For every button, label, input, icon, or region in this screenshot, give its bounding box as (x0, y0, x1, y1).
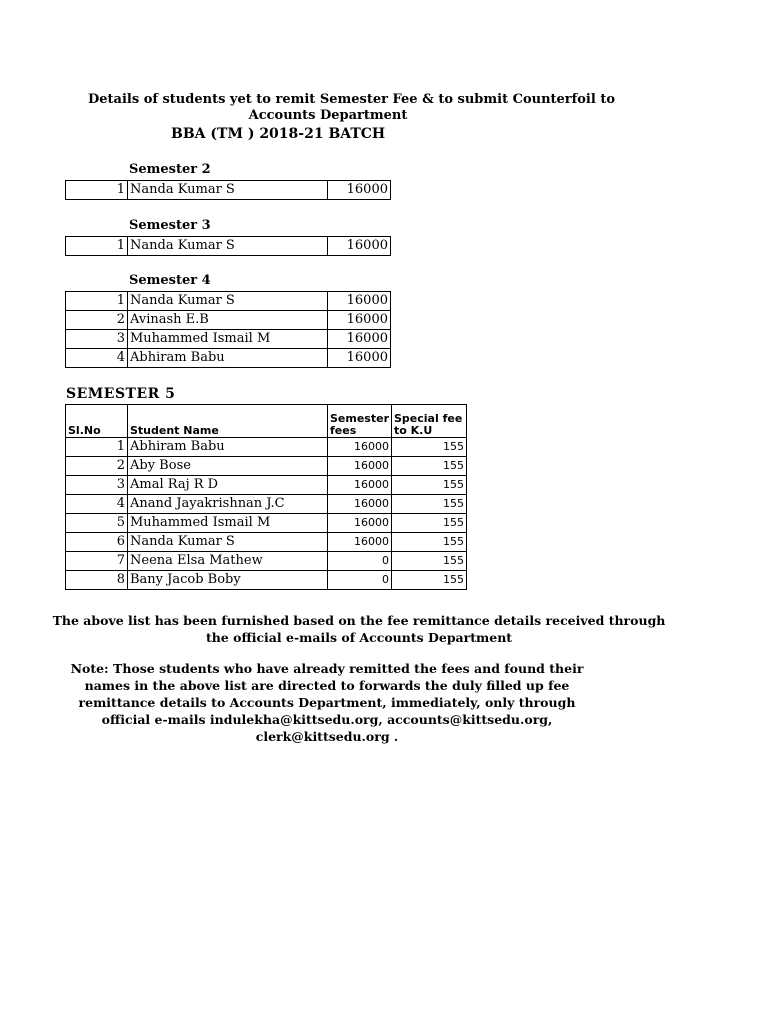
fee-cell: 16000 (328, 237, 391, 256)
batch-title: BBA (TM ) 2018-21 BATCH (171, 126, 386, 142)
table-row (66, 349, 391, 368)
student-name-cell: Nanda Kumar S (128, 292, 328, 311)
sl-no-cell: 2 (66, 457, 128, 476)
table-row (66, 292, 391, 311)
header-student-name: Student Name (128, 405, 328, 438)
table-row (66, 181, 391, 200)
notice-line: The above list has been furnished based on the fee remittance details received through (52, 613, 666, 628)
table-row (66, 438, 467, 457)
table-row (66, 533, 467, 552)
student-name-cell: Avinash E.B (128, 311, 328, 330)
fee-cell: 16000 (328, 330, 391, 349)
notice-paragraph (0, 612, 718, 646)
semester-5-table (65, 404, 467, 590)
special-fee-cell: 155 (392, 533, 467, 552)
table-row (66, 311, 391, 330)
fee-cell: 16000 (328, 438, 392, 457)
sl-no-cell: 2 (66, 311, 128, 330)
fee-cell: 16000 (328, 495, 392, 514)
semester-3-label: Semester 3 (129, 218, 211, 233)
fee-cell: 0 (328, 571, 392, 590)
sl-no-cell: 3 (66, 330, 128, 349)
fee-cell: 16000 (328, 457, 392, 476)
semester-2-table (65, 180, 391, 200)
student-name-cell: Amal Raj R D (128, 476, 328, 495)
fee-cell: 16000 (328, 533, 392, 552)
fee-cell: 16000 (328, 514, 392, 533)
special-fee-cell: 155 (392, 514, 467, 533)
semester-4-label: Semester 4 (129, 273, 211, 288)
header-sl-no: Sl.No (66, 405, 128, 438)
semester-5-label: SEMESTER 5 (66, 386, 176, 402)
special-fee-cell: 155 (392, 552, 467, 571)
student-name-cell: Abhiram Babu (128, 438, 328, 457)
table-row (66, 330, 391, 349)
student-name-cell: Aby Bose (128, 457, 328, 476)
fee-cell: 16000 (328, 181, 391, 200)
table-row (66, 457, 467, 476)
sl-no-cell: 3 (66, 476, 128, 495)
sl-no-cell: 4 (66, 495, 128, 514)
sl-no-cell: 1 (66, 237, 128, 256)
special-fee-cell: 155 (392, 476, 467, 495)
table-row (66, 514, 467, 533)
note-paragraph (0, 660, 654, 745)
semester-4-table (65, 291, 391, 368)
note-line: names in the above list are directed to forwards the duly filled up fee (84, 678, 570, 693)
table-row (66, 476, 467, 495)
student-name-cell: Nanda Kumar S (128, 237, 328, 256)
special-fee-cell: 155 (392, 571, 467, 590)
header-semester-fees: Semester fees (328, 405, 392, 438)
sl-no-cell: 1 (66, 181, 128, 200)
student-name-cell: Abhiram Babu (128, 349, 328, 368)
special-fee-cell: 155 (392, 438, 467, 457)
note-line: Note: Those students who have already remitted the fees and found their (70, 661, 584, 676)
sl-no-cell: 1 (66, 292, 128, 311)
header-special-fee: Special fee to K.U (392, 405, 467, 438)
table-header-row (66, 405, 467, 438)
fee-cell: 16000 (328, 349, 391, 368)
sl-no-cell: 1 (66, 438, 128, 457)
student-name-cell: Neena Elsa Mathew (128, 552, 328, 571)
sl-no-cell: 5 (66, 514, 128, 533)
student-name-cell: Muhammed Ismail M (128, 330, 328, 349)
student-name-cell: Nanda Kumar S (128, 181, 328, 200)
sl-no-cell: 6 (66, 533, 128, 552)
fee-cell: 16000 (328, 476, 392, 495)
special-fee-cell: 155 (392, 457, 467, 476)
semester-3-table (65, 236, 391, 256)
fee-cell: 16000 (328, 292, 391, 311)
student-name-cell: Anand Jayakrishnan J.C (128, 495, 328, 514)
notice-line: the official e-mails of Accounts Department (205, 630, 513, 645)
fee-cell: 0 (328, 552, 392, 571)
table-row (66, 571, 467, 590)
student-name-cell: Nanda Kumar S (128, 533, 328, 552)
table-row (66, 237, 391, 256)
note-line: remittance details to Accounts Department, immediately, only through (78, 695, 576, 710)
student-name-cell: Bany Jacob Boby (128, 571, 328, 590)
note-line: clerk@kittsedu.org . (255, 729, 399, 744)
sl-no-cell: 7 (66, 552, 128, 571)
semester-2-label: Semester 2 (129, 162, 211, 177)
sl-no-cell: 4 (66, 349, 128, 368)
title-line-1: Details of students yet to remit Semester Fee & to submit Counterfoil to (88, 92, 616, 107)
title-line-2: Accounts Department (248, 108, 408, 123)
fee-cell: 16000 (328, 311, 391, 330)
note-line: official e-mails indulekha@kittsedu.org, accounts@kittsedu.org, (101, 712, 553, 727)
table-row (66, 495, 467, 514)
special-fee-cell: 155 (392, 495, 467, 514)
student-name-cell: Muhammed Ismail M (128, 514, 328, 533)
table-row (66, 552, 467, 571)
sl-no-cell: 8 (66, 571, 128, 590)
